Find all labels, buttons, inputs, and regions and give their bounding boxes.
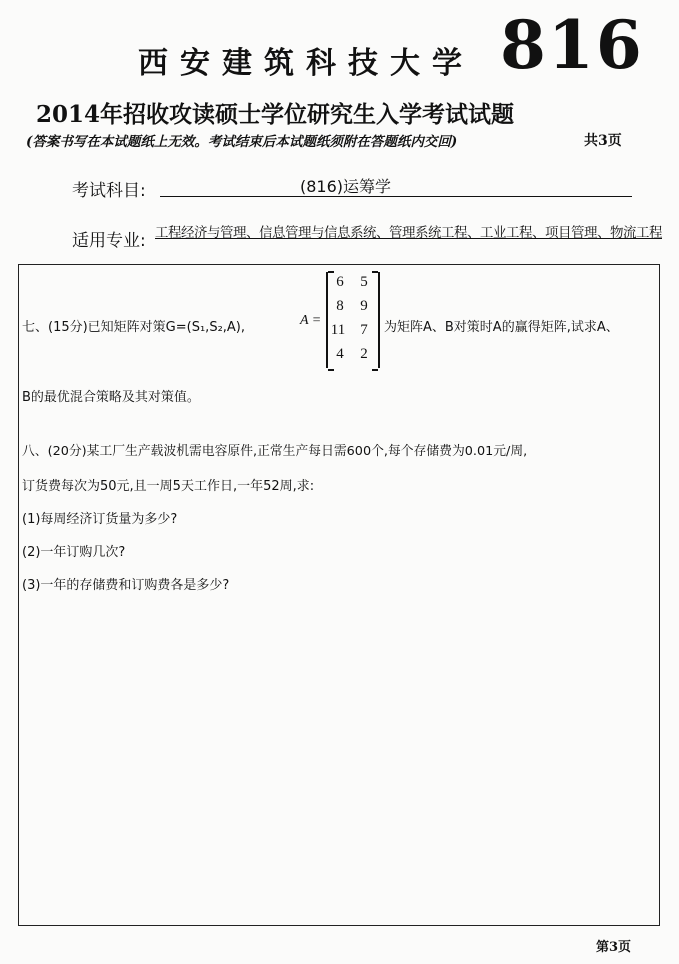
q8-sub3: (3)一年的存储费和订购费各是多少? (22, 578, 230, 593)
matrix-cell: 4 (336, 346, 344, 362)
payoff-matrix (326, 272, 380, 368)
page-number: 第3页 (596, 940, 632, 955)
q7-prefix: 七、(15分)已知矩阵对策G=(S₁,S₂,A), (22, 320, 246, 335)
q7-suffix: 为矩阵A、B对策时A的赢得矩阵,试求A、 (384, 320, 619, 335)
q8-line1: 八、(20分)某工厂生产载波机需电容原件,正常生产每日需600个,每个存储费为0.01元/周, (22, 444, 528, 459)
matrix-cell: 8 (336, 298, 344, 314)
matrix-label: A = (300, 313, 322, 328)
subject-underline (160, 196, 632, 197)
major-value: 工程经济与管理、信息管理与信息系统、管理系统工程、工业工程、项目管理、物流工程 (155, 225, 662, 241)
answer-note: (答案书写在本试题纸上无效。考试结束后本试题纸须附在答题纸内交回) (26, 134, 458, 150)
university-name: 西安建筑科技大学 (138, 46, 474, 81)
matrix-cell: 6 (336, 274, 344, 290)
exam-title: 2014年招收攻读硕士学位研究生入学考试试题 (36, 101, 515, 128)
matrix-cell: 2 (360, 346, 368, 362)
subject-label: 考试科目: (72, 181, 146, 201)
matrix-cell: 11 (330, 322, 346, 338)
q8-line2: 订货费每次为50元,且一周5天工作日,一年52周,求: (22, 479, 315, 494)
q8-sub2: (2)一年订购几次? (22, 545, 126, 560)
q7-line2: B的最优混合策略及其对策值。 (22, 390, 200, 405)
subject-code: 816 (500, 6, 644, 84)
page-count: 共3页 (584, 133, 622, 149)
matrix-cell: 9 (360, 298, 368, 314)
subject-value: (816)运筹学 (300, 177, 392, 196)
matrix-cell: 7 (360, 322, 368, 338)
major-label: 适用专业: (72, 231, 146, 251)
q8-sub1: (1)每周经济订货量为多少? (22, 512, 178, 527)
matrix-cell: 5 (360, 274, 368, 290)
